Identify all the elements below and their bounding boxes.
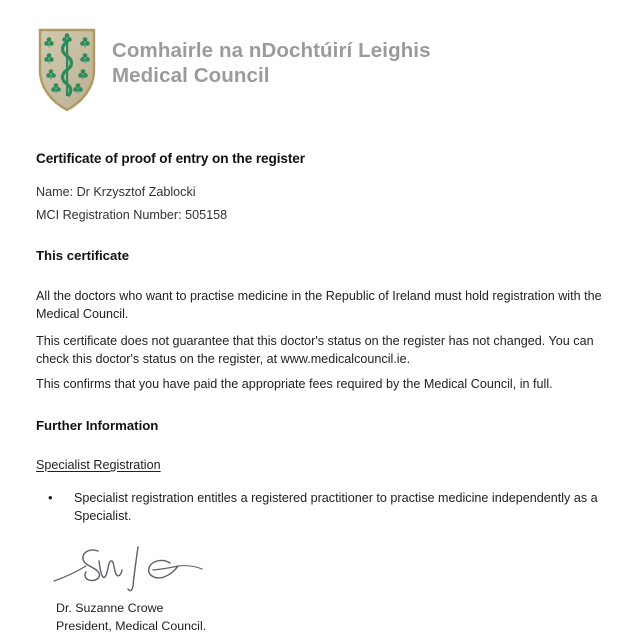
bullet-text-specialist-registration: Specialist registration entitles a registered practitioner to practise medicine independently as a Specialist. <box>74 491 598 524</box>
logo-wordmark <box>112 38 431 88</box>
signatory-name: Dr. Suzanne Crowe <box>56 601 164 615</box>
subheading-specialist-registration: Specialist Registration <box>36 458 161 472</box>
signatory-role: President, Medical Council. <box>56 618 207 633</box>
signature-block <box>56 600 206 635</box>
medical-council-shield-icon <box>36 26 98 114</box>
logo-name-irish: Comhairle na nDochtúirí Leighis <box>112 39 431 62</box>
field-registration-number: MCI Registration Number: 505158 <box>36 208 228 222</box>
field-name: Name: Dr Krzysztof Zablocki <box>36 185 196 199</box>
signature-image <box>52 539 232 595</box>
list-item <box>48 489 614 526</box>
section-heading-this-certificate: This certificate <box>36 248 130 263</box>
bullet-marker-icon: • <box>48 490 53 505</box>
logo-name-english: Medical Council <box>112 64 270 87</box>
page-title: Certificate of proof of entry on the register <box>36 151 305 166</box>
section-heading-further-information: Further Information <box>36 418 159 433</box>
medical-council-logo <box>36 26 431 114</box>
paragraph-status-disclaimer: This certificate does not guarantee that this doctor's status on the register has not changed. You can check this doctor's status on the register, at www.medicalcouncil.ie. <box>36 334 594 366</box>
paragraph-registration-requirement: All the doctors who want to practise medicine in the Republic of Ireland must hold registration with the Medical Council. <box>36 289 602 321</box>
paragraph-fees-confirmation: This confirms that you have paid the appropriate fees required by the Medical Council, in full. <box>36 377 553 391</box>
